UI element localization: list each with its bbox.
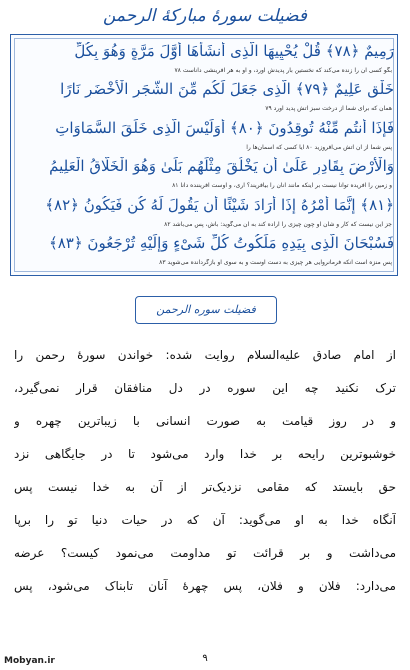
hadith-line: و در روز قیامت به صورت انسانی با زیباترین چهره و (14, 414, 396, 428)
hadith-line: حق بایستد که مقامی نزدیک‌تر از آن به خدا نیست پس (14, 480, 396, 494)
hadith-line: خوشبوترین رایحه بر خدا وارد می‌شود تا در جایگاهی نزد (14, 447, 396, 461)
verse-translation: پس منزه است آنکه فرمانروایی هر چیزی به دست اوست و به سوی او بازگردانده می‌شوید ٨٣ (159, 259, 392, 266)
hadith-line: ترک نکنید چه این سوره در دل منافقان قرار نمی‌گیرد، (14, 381, 396, 395)
verse-line: رَمِیمٌ ﴿٧٨﴾ قُلْ یُحْیِیهَا الَّذِی أَنشَأَهَا أَوَّلَ مَرَّةٍ وَهُوَ بِکُلِّ (74, 42, 394, 60)
verse-translation: همان که برای شما از درخت سبز آتش پدید آورد ٧٩ (265, 105, 392, 112)
verse-line: وَالْأَرْضَ بِقَادِرٍ عَلَىٰ أَن یَخْلُقَ مِثْلَهُم بَلَىٰ وَهُوَ الْخَلَّاقُ الْعَلِیمُ (49, 157, 394, 175)
site-watermark: Mobyan.ir (4, 656, 55, 666)
hadith-line: آنگاه خدا به او می‌گوید: آن که در حیات دنیا تو را برپا (14, 513, 396, 527)
hadith-line: می‌داشت و بر قرائت تو مداومت می‌نمود کیست؟ عرضه (14, 546, 396, 560)
section-heading: فضیلت سوره الرحمن (135, 296, 277, 324)
verse-translation: بگو کسی آن را زنده می‌کند که نخستین بار پدیدش آورد، و او به هر آفرینشی داناست ٧٨ (174, 67, 392, 74)
hadith-line: می‌دارد: فلان و فلان، پس چهرهٔ آنان تابناک می‌شود، پس (14, 579, 396, 593)
page-title: فضیلت سورهٔ مبارکهٔ الرحمن (102, 6, 308, 26)
page-number: ۹ (202, 653, 208, 664)
verse-translation: و زمین را آفریده توانا نیست بر اینکه مانند آنان را بیافریند؟ آری، و اوست آفریننده دانا ٨١ (172, 182, 392, 189)
verse-line: ﴿٨١﴾ إِنَّمَا أَمْرُهُ إِذَا أَرَادَ شَیْئًا أَن یَقُولَ لَهُ کُن فَیَکُونُ ﴿٨٢﴾ (45, 196, 394, 214)
verse-line: خَلْقٍ عَلِیمٌ ﴿٧٩﴾ الَّذِی جَعَلَ لَکُم مِّنَ الشَّجَرِ الْأَخْضَرِ نَارًا (60, 80, 394, 98)
verse-translation: پس شما از آن آتش می‌افروزید ٨٠ آیا کسی که آسمان‌ها را (246, 144, 392, 151)
verse-line: فَإِذَا أَنتُم مِّنْهُ تُوقِدُونَ ﴿٨٠﴾ أَوَلَیْسَ الَّذِی خَلَقَ السَّمَاوَاتِ (55, 119, 394, 137)
hadith-line: از امام صادق علیه‌السلام روایت شده: خواندن سورهٔ رحمن را (14, 348, 396, 362)
verse-line: فَسُبْحَانَ الَّذِی بِیَدِهِ مَلَکُوتُ کُلِّ شَیْءٍ وَإِلَیْهِ تُرْجَعُونَ ﴿٨٣﴾ (48, 234, 394, 252)
verse-translation: جز این نیست که کار و شأن او چون چیزی را اراده کند به آن می‌گوید: باش، پس می‌باشد ٨٢ (164, 221, 392, 228)
